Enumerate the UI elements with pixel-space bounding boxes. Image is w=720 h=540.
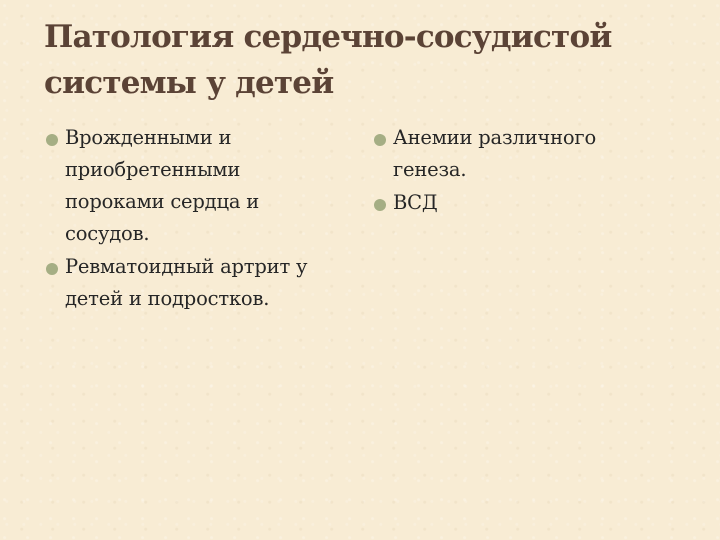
bullet-text-line: приобретенными (65, 158, 241, 181)
bullet-item (44, 251, 360, 315)
right-bullet-list (372, 122, 672, 220)
bullet-text (393, 187, 672, 219)
bullet-icon (374, 134, 386, 146)
bullet-text-line: Ревматоидный артрит у (65, 255, 308, 278)
bullet-text-line: пороками сердца и (65, 190, 260, 213)
bullet-text-line: ВСД (393, 191, 438, 214)
bullet-item (372, 122, 672, 186)
bullet-icon (46, 134, 58, 146)
slide-title-line: системы у детей (44, 65, 334, 101)
bullet-icon (374, 199, 386, 211)
bullet-text-line: сосудов. (65, 222, 150, 245)
bullet-text (393, 122, 672, 186)
bullet-text-line: Анемии различного (393, 126, 596, 149)
bullet-icon (46, 263, 58, 275)
left-bullet-list (44, 122, 360, 316)
bullet-text (65, 122, 360, 250)
bullet-text-line: Врожденными и (65, 126, 232, 149)
bullet-text (65, 251, 360, 315)
bullet-item (44, 122, 360, 250)
slide-title-line: Патология сердечно-сосудистой (44, 19, 612, 55)
bullet-item (372, 187, 672, 219)
slide-title (44, 14, 684, 106)
bullet-text-line: генеза. (393, 158, 467, 181)
bullet-text-line: детей и подростков. (65, 287, 270, 310)
